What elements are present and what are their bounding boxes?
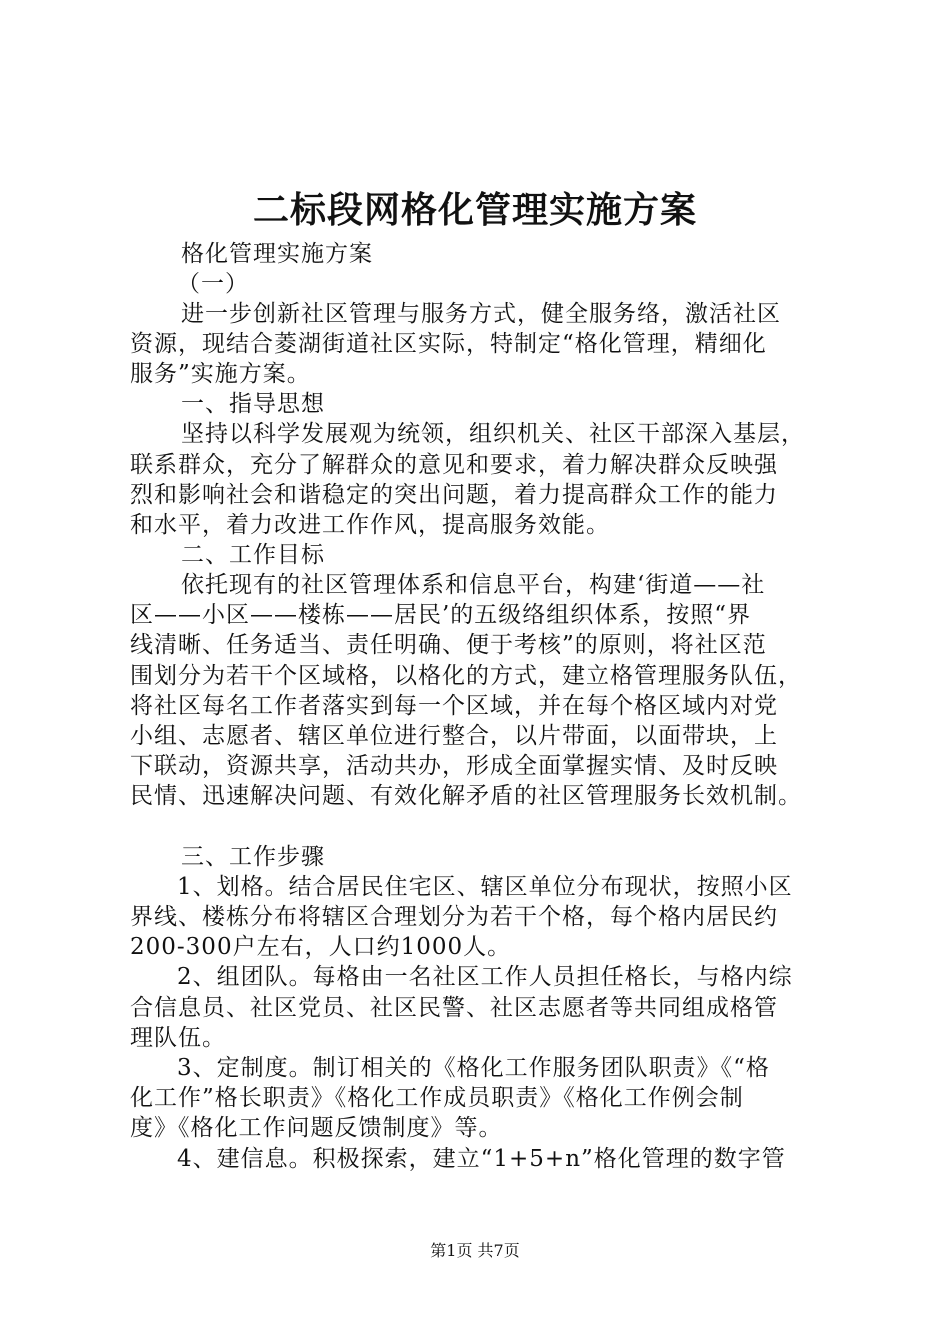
text-line: 下联动，资源共享，活动共办，形成全面掌握实情、及时反映 — [130, 753, 778, 779]
text-line: 格化管理实施方案 — [181, 241, 373, 267]
text-line: 联系群众，充分了解群众的意见和要求，着力解决群众反映强 — [130, 452, 778, 478]
text-line: 4、建信息。积极探索，建立“1+5+n”格化管理的数字管 — [177, 1146, 786, 1172]
text-line: 3、定制度。制订相关的《格化工作服务团队职责》《“格 — [177, 1055, 770, 1081]
text-line: 一、指导思想 — [181, 391, 325, 417]
text-line: 民情、迅速解决问题、有效化解矛盾的社区管理服务长效机制。 — [130, 783, 802, 809]
text-line: 服务”实施方案。 — [130, 361, 311, 387]
text-line: 和水平，着力改进工作作风，提高服务效能。 — [130, 512, 610, 538]
text-line: 线清晰、任务适当、责任明确、便于考核”的原则，将社区范 — [130, 632, 767, 658]
text-line: 化工作”格长职责》《格化工作成员职责》《格化工作例会制 — [130, 1085, 744, 1111]
text-line: 坚持以科学发展观为统领，组织机关、社区干部深入基层， — [181, 421, 805, 447]
text-line: 资源，现结合菱湖街道社区实际，特制定“格化管理，精细化 — [130, 331, 767, 357]
text-line: 二、工作目标 — [181, 542, 325, 568]
text-line: 三、工作步骤 — [181, 844, 325, 870]
text-line: 小组、志愿者、辖区单位进行整合，以片带面，以面带块，上 — [130, 723, 778, 749]
text-line: 烈和影响社会和谐稳定的突出问题，着力提高群众工作的能力 — [130, 482, 778, 508]
text-line: 围划分为若干个区域格，以格化的方式，建立格管理服务队伍， — [130, 663, 802, 689]
text-line: 200-300户左右，人口约1000人。 — [130, 934, 512, 960]
text-line: （一） — [177, 271, 249, 297]
text-line: 理队伍。 — [130, 1025, 226, 1051]
text-line: 区——小区——楼栋——居民’的五级络组织体系，按照“界 — [130, 602, 752, 628]
text-line: 依托现有的社区管理体系和信息平台，构建‘街道——社 — [181, 572, 766, 598]
document-title: 二标段网格化管理实施方案 — [252, 189, 697, 231]
text-line: 进一步创新社区管理与服务方式，健全服务络，激活社区 — [181, 301, 781, 327]
text-line: 将社区每名工作者落实到每一个区域，并在每个格区域内对党 — [130, 693, 778, 719]
text-line: 合信息员、社区党员、社区民警、社区志愿者等共同组成格管 — [130, 995, 778, 1021]
text-line: 度》《格化工作问题反馈制度》等。 — [130, 1115, 503, 1141]
text-line: 2、组团队。每格由一名社区工作人员担任格长，与格内综 — [177, 964, 793, 990]
text-line: 1、划格。结合居民住宅区、辖区单位分布现状，按照小区 — [177, 874, 793, 900]
page-footer: 第1页 共7页 — [430, 1241, 520, 1260]
text-line: 界线、楼栋分布将辖区合理划分为若干个格，每个格内居民约 — [130, 904, 778, 930]
